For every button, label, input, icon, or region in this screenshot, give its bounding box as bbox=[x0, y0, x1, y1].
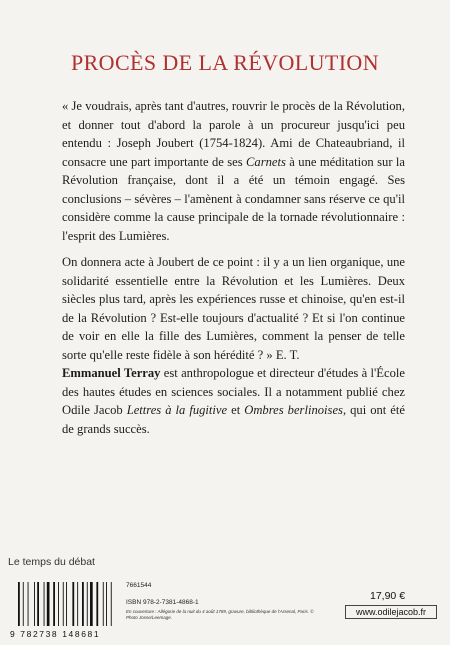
product-code: 7661544 bbox=[126, 582, 152, 589]
carnets-title: Carnets bbox=[246, 154, 286, 169]
author-bio bbox=[62, 364, 405, 438]
author-bio-text3: , qui ont été de grands succès. bbox=[62, 403, 405, 436]
intro-text-part2: à une méditation sur la Révolution française, dont il a été un témoin engagé. Ses conclusions – sévères – l'amènent à condamner sans réserve ce qu'il considère comme la cause principale de la tornade révolutionnaire : l'esprit des Lumières. bbox=[62, 154, 405, 243]
second-paragraph bbox=[62, 253, 405, 364]
barcode bbox=[10, 580, 120, 640]
isbn: ISBN 978-2-7381-4868-1 bbox=[126, 599, 199, 606]
book-title-1: Lettres à la fugitive bbox=[126, 403, 228, 417]
book-title: PROCÈS DE LA RÉVOLUTION bbox=[70, 50, 380, 75]
author-name: Emmanuel Terray bbox=[62, 366, 161, 380]
author-bio-text1: est anthropologue et directeur d'études à l'École des hautes études en sciences sociales. Il a notamment publié chez Odile Jacob bbox=[62, 366, 405, 417]
intro-text-part1: « Je voudrais, après tant d'autres, rouvrir le procès de la Révolution, et donner tout d'abord la parole à un procureur jusqu'ici peu entendu : Joseph Joubert (1754-1824). Ami de Chateaubriand, il consacre une part importante de ses bbox=[62, 99, 405, 169]
author-bio-text2: et bbox=[227, 403, 245, 417]
second-paragraph-text: On donnera acte à Joubert de ce point : il y a un lien organique, une solidarité essentielle entre la Révolution et les Lumières. Deux siècles plus tard, après les expériences russe et chinoise, qu'en est-il de la Révolution ? Est-elle toujours d'actualité ? Et si l'on continue de voir en elle la fille des Lumières, comment la penser de telle sorte qu'elle reste fidèle à son hérédité ? » bbox=[62, 255, 405, 362]
barcode-bars bbox=[10, 580, 120, 628]
book-title-2: Ombres berlinoises bbox=[244, 403, 343, 417]
barcode-digits: 9 782738 148681 bbox=[10, 629, 101, 639]
series-name: Le temps du débat bbox=[8, 556, 95, 568]
intro-paragraph bbox=[62, 97, 405, 245]
price: 17,90 € bbox=[370, 590, 406, 602]
cover-credits: En couverture : Allégorie de la nuit du 4 août 1789, gravure, bibliothèque de l'Arsenal, Paris. © Photo Josse/Leemage. bbox=[126, 609, 314, 620]
signature: E. T. bbox=[275, 347, 300, 362]
website: www.odilejacob.fr bbox=[345, 605, 437, 619]
